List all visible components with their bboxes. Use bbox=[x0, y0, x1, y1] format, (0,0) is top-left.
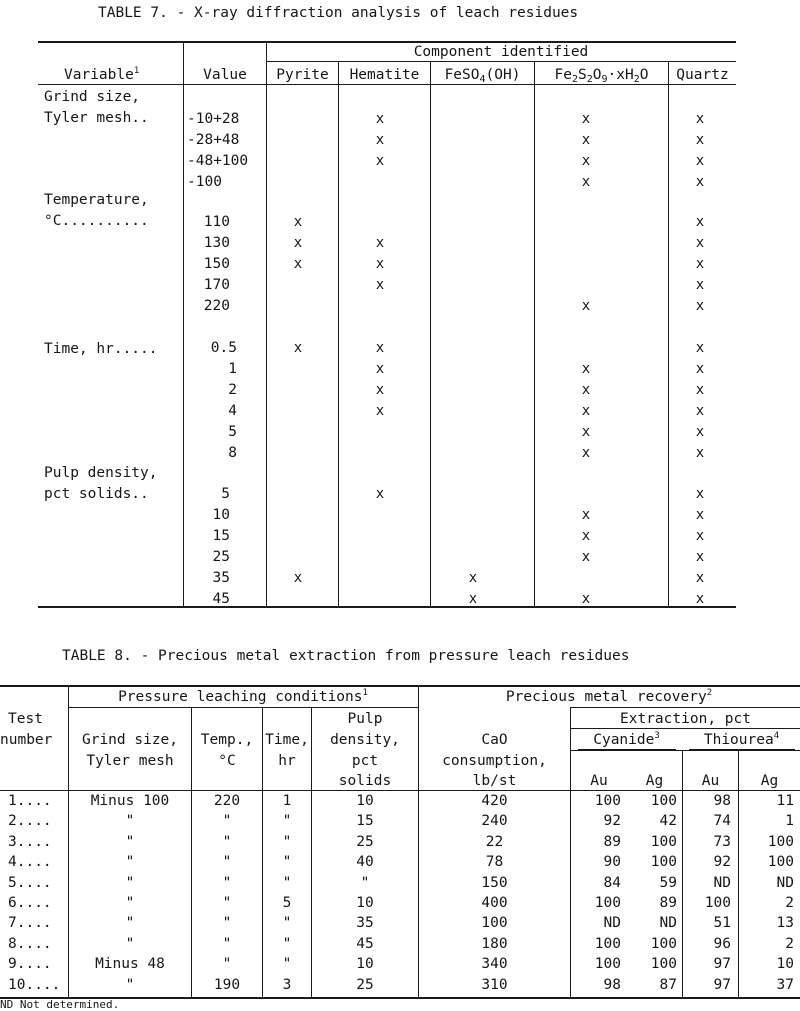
table7-mark: x bbox=[375, 382, 385, 398]
table7-mark: x bbox=[581, 528, 591, 544]
table8-cell-grind: Minus 100 bbox=[90, 793, 170, 809]
table8-cell-temp: " bbox=[222, 833, 232, 850]
table8-cell-th-au: 96 bbox=[713, 935, 731, 952]
table7-mark: x bbox=[468, 591, 478, 607]
table8-cell-time: 1 bbox=[282, 793, 292, 809]
table8-cell-test: 10.... bbox=[8, 976, 61, 993]
table7-mark: x bbox=[695, 235, 705, 251]
table7-row-value: -10+28 bbox=[187, 111, 240, 127]
table8-sub-rule bbox=[570, 728, 800, 729]
table8-h-cao-3: lb/st bbox=[472, 773, 517, 789]
table7-mark: x bbox=[695, 214, 705, 230]
table8-cell-pulp: 10 bbox=[356, 895, 374, 911]
table8-cell-cy-au: 100 bbox=[594, 956, 621, 973]
table7-mark: x bbox=[293, 570, 303, 586]
table8-cell-cy-ag: 100 bbox=[650, 935, 677, 952]
table8-cell-cy-ag: 100 bbox=[650, 833, 677, 850]
table7-col-quartz: Quartz bbox=[676, 67, 729, 83]
table8-header-rule bbox=[0, 790, 800, 791]
table7-mark: x bbox=[375, 486, 385, 502]
table8-cell-cy-ag: 87 bbox=[659, 976, 677, 993]
table8-sub-rule bbox=[570, 707, 800, 708]
table8-cell-cy-au: 100 bbox=[594, 793, 621, 809]
table7-row-value: 220 bbox=[203, 298, 230, 314]
table8-cell-th-ag: 37 bbox=[776, 976, 794, 993]
table8-cell-cao: 100 bbox=[481, 915, 508, 932]
table8-cell-time: " bbox=[282, 813, 292, 830]
table8-cell-th-au: 97 bbox=[713, 956, 731, 973]
table7-mark: x bbox=[581, 298, 591, 314]
table7-var-temp-1: Temperature, bbox=[44, 192, 149, 208]
table7-vline bbox=[534, 62, 535, 606]
table7-mark: x bbox=[375, 153, 385, 169]
table8-h-grind-1: Grind size, bbox=[81, 732, 179, 748]
table7-col-fe2s2o9: $Fe_2S_2O_9\cdot xH_2O$ bbox=[554, 67, 649, 85]
table8-cell-test: 9.... bbox=[8, 956, 52, 973]
table8-h-cyanide: Cyanide$^3$ bbox=[593, 731, 660, 748]
table8-h-cy-au: Au bbox=[590, 773, 608, 789]
table7-mark: x bbox=[695, 549, 705, 565]
table8-cell-th-ag: 100 bbox=[767, 854, 794, 871]
table8-cell-th-ag: 100 bbox=[767, 833, 794, 850]
table8-footnote: ND Not determined. bbox=[0, 998, 120, 1011]
table7-row-value: 5 bbox=[221, 486, 230, 502]
table7-mark: x bbox=[375, 256, 385, 272]
table7-col-feso4oh: FeSO$_4$(OH) bbox=[444, 67, 521, 85]
table7-mark: x bbox=[581, 403, 591, 419]
table8-cell-cy-au: 92 bbox=[603, 813, 621, 830]
table7-mark: x bbox=[695, 298, 705, 314]
table7-row-value: 25 bbox=[212, 549, 230, 565]
table7-var-pulp-2: pct solids.. bbox=[44, 486, 149, 502]
table8-cell-th-ag: 1 bbox=[785, 813, 794, 830]
table8-cell-cao: 240 bbox=[481, 813, 508, 830]
table8-cell-grind: " bbox=[125, 854, 135, 871]
table8-cell-pulp: 25 bbox=[356, 833, 374, 850]
table8-h-temp-2: °C bbox=[218, 753, 236, 769]
table8-cell-th-ag: 2 bbox=[785, 935, 794, 952]
table8-cell-temp: 190 bbox=[213, 976, 241, 993]
table7-row-value: -100 bbox=[187, 174, 222, 190]
table8-cell-test: 1.... bbox=[8, 793, 52, 809]
table7-mark: x bbox=[695, 445, 705, 461]
table8-sub-rule bbox=[68, 707, 418, 708]
table8-sub-rule bbox=[570, 750, 800, 751]
table8-h-cy-ag: Ag bbox=[645, 773, 664, 789]
table7-mark: x bbox=[375, 235, 385, 251]
table7-var-grind-2: Tyler mesh.. bbox=[44, 110, 149, 126]
table8-cell-th-ag: 13 bbox=[776, 915, 794, 932]
table7-mark: x bbox=[581, 507, 591, 523]
table7-mark: x bbox=[375, 403, 385, 419]
table7-mark: x bbox=[695, 111, 705, 127]
table7-mark: x bbox=[695, 174, 705, 190]
table8-cell-cao: 180 bbox=[481, 935, 508, 952]
table7-mark: x bbox=[581, 445, 591, 461]
table7-mark: x bbox=[695, 591, 705, 607]
table8-cell-th-ag: ND bbox=[776, 874, 794, 891]
table7-vline bbox=[183, 42, 184, 606]
table8-cell-cy-ag: 100 bbox=[650, 793, 677, 809]
table8-cell-pulp: 15 bbox=[356, 813, 374, 830]
table8-cell-time: " bbox=[282, 854, 292, 871]
table8-cell-cao: 22 bbox=[485, 833, 504, 850]
table7-mark: x bbox=[695, 424, 705, 440]
table8-cell-cy-au: 100 bbox=[594, 895, 621, 911]
table7-mark: x bbox=[581, 591, 591, 607]
table8-h-test-1: Test bbox=[8, 711, 43, 727]
table7-var-time: Time, hr..... bbox=[44, 341, 158, 357]
table8-cell-cao: 340 bbox=[481, 956, 508, 973]
table8-h-pulp-2: density, bbox=[330, 732, 400, 748]
table7-col-variable: Variable$^1$ bbox=[64, 66, 140, 83]
table7-mark: x bbox=[293, 340, 303, 356]
table7-row-value: 170 bbox=[203, 277, 230, 293]
table8-cell-cy-ag: 59 bbox=[659, 874, 677, 891]
table8-cell-temp: " bbox=[222, 813, 232, 830]
table8-cell-cao: 78 bbox=[485, 854, 504, 871]
table8-cell-cy-au: 89 bbox=[603, 833, 621, 850]
table7-vline bbox=[266, 42, 267, 606]
table8-cell-temp: " bbox=[222, 956, 232, 973]
table7-mark: x bbox=[293, 256, 303, 272]
table7-mark: x bbox=[375, 340, 385, 356]
table8-cell-pulp: 25 bbox=[356, 976, 374, 993]
table8-cell-time: " bbox=[282, 935, 292, 952]
table7-mark: x bbox=[695, 507, 705, 523]
table8-h-pulp-1: Pulp bbox=[347, 711, 383, 727]
table8-h-thiourea: Thiourea$^4$ bbox=[703, 731, 780, 748]
table7-row-value: 150 bbox=[203, 256, 230, 272]
table7-col-pyrite: Pyrite bbox=[276, 67, 329, 83]
table8-cell-time: " bbox=[282, 956, 292, 973]
table7-row-value: -28+48 bbox=[187, 132, 240, 148]
table7-row-value: 5 bbox=[228, 424, 237, 440]
table8-cell-th-au: 98 bbox=[713, 793, 731, 809]
table8-top-rule bbox=[0, 685, 800, 687]
table7-col-hematite: Hematite bbox=[349, 67, 420, 83]
table7-col-value: Value bbox=[203, 67, 247, 83]
table8-cell-pulp: 35 bbox=[356, 915, 374, 932]
table8-h-extraction: Extraction, pct bbox=[620, 711, 751, 727]
table8-h-pulp-4: solids bbox=[338, 773, 392, 789]
table7-mark: x bbox=[375, 111, 385, 127]
table8-h-time-2: hr bbox=[278, 753, 296, 769]
table7-mark: x bbox=[695, 361, 705, 377]
table8-cell-pulp: 40 bbox=[356, 854, 374, 871]
table7-mark: x bbox=[581, 361, 591, 377]
table8-cell-time: 3 bbox=[282, 976, 292, 993]
table7-bottom-rule bbox=[38, 606, 736, 608]
table8-cell-cao: 420 bbox=[481, 793, 508, 809]
table7-mark: x bbox=[581, 382, 591, 398]
table8-cell-cy-au: 100 bbox=[594, 935, 621, 952]
table8-cell-grind: " bbox=[125, 915, 135, 932]
table8-h-cao-1: CaO bbox=[481, 732, 508, 748]
table8-cell-test: 5.... bbox=[8, 874, 52, 891]
table7-group-rule bbox=[266, 61, 736, 62]
table8-cell-cy-ag: ND bbox=[659, 915, 677, 932]
table7-group-header: Component identified bbox=[413, 44, 589, 60]
table8-cell-grind: " bbox=[125, 813, 135, 830]
table8-cell-time: " bbox=[282, 915, 292, 932]
table8-cell-cy-au: 98 bbox=[603, 976, 621, 993]
table7-mark: x bbox=[581, 174, 591, 190]
table7-mark: x bbox=[293, 235, 303, 251]
table8-cell-grind: " bbox=[125, 976, 135, 993]
table8-cell-cao: 400 bbox=[481, 895, 508, 911]
table8-h-pulp-3: pct bbox=[351, 753, 379, 769]
table7-var-pulp-1: Pulp density, bbox=[44, 465, 158, 481]
table8-h-grind-2: Tyler mesh bbox=[86, 753, 174, 769]
table7-mark: x bbox=[581, 153, 591, 169]
table8-h-cao-2: consumption, bbox=[442, 753, 547, 769]
table7-mark: x bbox=[581, 549, 591, 565]
table8-cell-th-au: 73 bbox=[713, 833, 731, 850]
table8-h-th-au: Au bbox=[701, 773, 720, 789]
table7-mark: x bbox=[375, 277, 385, 293]
table8-cell-grind: " bbox=[125, 895, 135, 911]
table8-cell-cy-au: 84 bbox=[603, 874, 621, 891]
table8-cell-th-au: 51 bbox=[713, 915, 731, 932]
table8-cell-th-ag: 2 bbox=[785, 895, 794, 911]
table7-var-grind-1: Grind size, bbox=[44, 89, 141, 105]
table8-cell-test: 6.... bbox=[8, 895, 52, 911]
table8-cell-cy-au: 90 bbox=[603, 854, 621, 871]
table7-row-value: 2 bbox=[228, 382, 237, 398]
table8-cell-temp: " bbox=[222, 895, 232, 911]
table7-row-value: 130 bbox=[203, 235, 230, 251]
table7-mark: x bbox=[695, 528, 705, 544]
table8-cell-temp: 220 bbox=[213, 793, 241, 809]
table8-cell-temp: " bbox=[222, 854, 232, 871]
table8-cell-temp: " bbox=[222, 915, 232, 932]
table7-row-value: 15 bbox=[212, 528, 230, 544]
table7-row-value: 4 bbox=[228, 403, 237, 419]
table8-cell-grind: " bbox=[125, 935, 135, 952]
table7-vline bbox=[338, 62, 339, 606]
table7-mark: x bbox=[695, 340, 705, 356]
table8-title: TABLE 8. - Precious metal extraction from pressure leach residues bbox=[62, 648, 630, 664]
table8-cell-th-ag: 11 bbox=[776, 793, 794, 809]
table8-cell-time: 5 bbox=[282, 895, 292, 911]
table7-vline bbox=[430, 62, 431, 606]
table8-cell-pulp: 45 bbox=[356, 935, 374, 952]
table8-cell-pulp: " bbox=[360, 874, 370, 891]
table8-cell-cy-ag: 100 bbox=[650, 956, 677, 973]
table7-mark: x bbox=[695, 277, 705, 293]
table8-cell-grind: Minus 48 bbox=[95, 956, 165, 973]
table7-mark: x bbox=[695, 153, 705, 169]
table8-cell-pulp: 10 bbox=[356, 956, 374, 973]
table8-cell-cao: 150 bbox=[481, 874, 508, 891]
table8-cell-test: 8.... bbox=[8, 935, 52, 952]
table7-row-value: 10 bbox=[212, 507, 230, 523]
table8-cell-th-au: 92 bbox=[713, 854, 731, 871]
table8-cell-temp: " bbox=[222, 874, 232, 891]
table8-cell-temp: " bbox=[222, 935, 232, 952]
table8-cell-th-au: 100 bbox=[704, 895, 731, 911]
table8-cell-grind: " bbox=[125, 833, 135, 850]
table8-cell-cy-ag: 100 bbox=[650, 854, 677, 871]
table8-cell-th-au: 97 bbox=[713, 976, 731, 993]
table7-mark: x bbox=[695, 403, 705, 419]
table8-cell-test: 7.... bbox=[8, 915, 52, 932]
table7-row-value: 0.5 bbox=[210, 340, 237, 356]
table8-h-test-2: number bbox=[0, 732, 53, 748]
table8-h-recovery: Precious metal recovery$^2$ bbox=[505, 688, 713, 705]
table7-mark: x bbox=[375, 132, 385, 148]
table8-h-temp-1: Temp., bbox=[200, 732, 254, 748]
table8-cell-cao: 310 bbox=[481, 976, 508, 993]
table8-cell-pulp: 10 bbox=[356, 793, 374, 809]
table7-row-value: 35 bbox=[212, 570, 230, 586]
table8-cell-time: " bbox=[282, 833, 292, 850]
table8-cell-grind: " bbox=[125, 874, 135, 891]
table8-cell-cy-ag: 42 bbox=[659, 813, 677, 830]
table7-mark: x bbox=[468, 570, 478, 586]
table7-header-rule bbox=[38, 84, 736, 85]
table8-h-th-ag: Ag bbox=[760, 773, 779, 789]
table8-cell-test: 3.... bbox=[8, 833, 52, 850]
table7-mark: x bbox=[375, 361, 385, 377]
table7-row-value: 8 bbox=[228, 445, 237, 461]
table8-cell-time: " bbox=[282, 874, 292, 891]
table8-cell-test: 2.... bbox=[8, 813, 52, 830]
table7-mark: x bbox=[581, 424, 591, 440]
table7-mark: x bbox=[695, 486, 705, 502]
table8-cell-test: 4.... bbox=[8, 854, 52, 871]
table7-mark: x bbox=[695, 382, 705, 398]
table7-mark: x bbox=[293, 214, 303, 230]
table7-mark: x bbox=[695, 570, 705, 586]
table8-thiourea-underline bbox=[689, 749, 795, 750]
table7-vline bbox=[668, 62, 669, 606]
table8-cell-cy-ag: 89 bbox=[659, 895, 677, 911]
table7-mark: x bbox=[581, 132, 591, 148]
table7-var-temp-2: °C.......... bbox=[44, 213, 149, 229]
table8-bottom-rule bbox=[0, 997, 800, 999]
table7-mark: x bbox=[695, 256, 705, 272]
table8-cell-th-au: ND bbox=[713, 874, 731, 891]
table8-cell-th-au: 74 bbox=[713, 813, 731, 830]
table7-title: TABLE 7. - X-ray diffraction analysis of leach residues bbox=[98, 5, 579, 21]
table7-mark: x bbox=[695, 132, 705, 148]
table8-h-time-1: Time, bbox=[265, 732, 309, 748]
table8-cell-th-ag: 10 bbox=[776, 956, 794, 973]
table8-cyanide-underline bbox=[578, 749, 676, 750]
table7-mark: x bbox=[581, 111, 591, 127]
table8-h-conditions: Pressure leaching conditions$^1$ bbox=[118, 688, 368, 705]
table7-row-value: 1 bbox=[228, 361, 237, 377]
table7-row-value: 45 bbox=[212, 591, 230, 607]
table7-row-value: -48+100 bbox=[187, 153, 249, 169]
table8-cell-cy-au: ND bbox=[603, 915, 621, 932]
table7-row-value: 110 bbox=[203, 214, 230, 230]
